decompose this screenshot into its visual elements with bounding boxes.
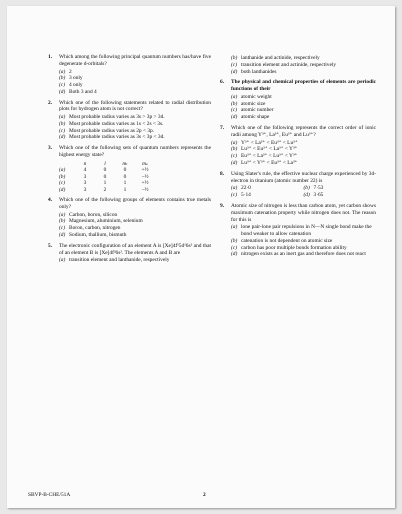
answer-option [231,69,376,76]
answer-option [59,121,211,128]
table-header: l [104,160,106,167]
option-text: Most probable radius varies as 1s < 2s < 3s. [69,120,164,127]
option-label: (b) [231,55,238,61]
exam-page [7,6,395,508]
question [48,100,211,142]
question [220,203,376,258]
answer-option [231,192,304,199]
table-cell: 4 [83,167,87,174]
option-text: 4 only [69,82,83,88]
option-text: Eu³⁺ < La³⁺ < Lu³⁺ < Y³⁺ [241,153,298,160]
option-text: Most probable radius varies as 2p < 3p. [69,127,155,134]
answer-option [304,185,377,192]
answer-option [231,160,376,167]
question [48,243,211,264]
question [220,55,376,75]
answer-option [231,238,376,245]
question-text: Which one of the following represents the correct order of ionic radii among Y³⁺, La³⁺, Eu³⁺ and Lu³⁺? [231,125,376,138]
option-label: (b) [231,100,238,107]
option-label: (a) [59,257,66,264]
option-list [231,224,376,258]
option-label: (c) [231,61,237,68]
option-label: (b) [59,218,66,225]
table-cell: 1 [103,180,107,187]
option-label: (b) [59,120,66,127]
option-text: atomic number [241,107,274,114]
option-label: (c) [231,244,237,251]
answer-option [59,212,211,219]
question-number: 5. [48,242,53,249]
question [48,145,211,193]
option-label: (a) [59,114,66,121]
table-cell: 3 [83,186,87,193]
question-text: Which one of the following groups of elements contains true metals only? [59,197,211,210]
option-text: atomic size [241,100,266,107]
option-text: nitrogen exists as an inert gas and therefore does not react [241,251,366,258]
option-list [59,114,211,141]
table-cell: 0 [123,173,127,180]
paper-code: SBVP-B-CHE/51A [28,492,71,498]
option-label: (d) [59,186,66,193]
question-number: 4. [48,197,53,204]
option-label: (c) [231,192,237,199]
option-label: (d) [59,134,66,141]
answer-option [231,101,376,108]
option-text: Most probable radius varies as 3s > 3p > 3d. [69,114,165,121]
answer-option [59,75,211,82]
answer-option [59,69,211,76]
answer-option [231,55,376,62]
option-list [231,55,376,75]
answer-option [59,89,211,96]
answer-option [231,114,376,121]
question-number: 1. [48,54,53,60]
option-text: Y³⁺ < La³⁺ < Eu³⁺ < Lu³⁺ [241,139,298,146]
option-label: (b) [231,146,238,153]
option-text: atomic shape [241,114,270,121]
table-cell: −½ [141,186,149,193]
option-text: Carbon, boron, silicon [69,211,118,218]
option-label: (a) [231,139,238,146]
option-label: (c) [59,127,65,134]
question [220,79,376,121]
answer-option [59,114,211,121]
table-header: n [83,160,87,167]
question-text: Using Slater's rule, the effective nuclear charge experienced by 3d-electron in titanium (atomic number 22) is [231,170,376,184]
option-label: (d) [59,231,66,238]
option-text: 22·0 [241,185,251,192]
option-text: 3 only [69,75,83,82]
option-text: Lu³⁺ < Y³⁺ < Eu³⁺ < La³⁺ [241,159,298,166]
answer-option [59,134,211,141]
option-list [231,140,376,167]
option-text: Most probable radius varies as 3s < 3p < 3d. [69,134,165,141]
table-cell: 3 [83,180,87,187]
question-number: 9. [220,203,225,209]
option-label: (a) [231,93,238,100]
answer-option [59,128,211,135]
question-number: 6. [220,79,225,86]
option-text: transition element and actinide, respectively [241,61,337,68]
question-number: 2. [48,99,53,106]
option-label: (a) [231,185,238,192]
question-number: 7. [220,125,225,132]
option-text: Both 3 and 4 [69,88,97,95]
table-cell: 3 [83,173,87,180]
option-text: catenation is not dependent on atomic size [241,237,333,244]
option-text: Magnesium, aluminium, selenium [69,218,143,225]
table-cell: 1 [123,186,127,193]
option-text: Lu³⁺ < Eu³⁺ < La³⁺ < Y³⁺ [241,146,298,153]
option-label: (b) [59,75,66,82]
option-label: (b) [303,185,310,192]
answer-option [231,62,376,69]
question-text: Atomic size of nitrogen is less than carbon atom, yet carbon shows maximum catenation property while nitrogen does not. The reason for this is [231,203,376,223]
option-text: 3·65 [313,192,324,199]
table-header: mₛ [142,160,148,167]
question [48,54,211,96]
left-column [48,54,211,268]
option-label: (a) [59,68,66,75]
table-cell: 0 [123,167,127,174]
question [220,125,376,167]
question-number: 8. [220,170,225,177]
option-text: Boron, carbon, nitrogen [69,225,121,232]
question-text: Which one of the following statements related to radial distribution plots for hydrogen atom is not correct? [59,99,211,113]
option-text: carbon has poor multiple bonds formation ability [241,244,347,251]
answer-option [231,94,376,101]
option-label: (a) [59,211,66,218]
option-text: transition element and lanthanide, respectively [69,257,170,264]
option-text: Sodium, thallium, bismuth [69,231,127,238]
answer-option [231,251,376,258]
option-label: (a) [59,167,66,174]
table-header: mₗ [122,160,128,167]
option-label: (b) [59,173,66,180]
table-cell: +½ [141,167,149,174]
answer-option [304,192,377,199]
option-list [59,69,211,96]
option-label: (b) [231,237,238,244]
question-text: Which among the following principal quantum numbers has/have five degenerate d-orbitals? [59,54,211,67]
option-label: (c) [231,153,237,160]
table-cell: +½ [141,180,149,187]
option-text: both lanthanides [241,68,277,75]
option-text: 2 [69,68,72,75]
answer-option [231,107,376,114]
option-label: (c) [59,225,65,232]
question-text: Which one of the following sets of quantum numbers represents the highest energy state? [59,145,211,159]
quantum-number-table [59,161,155,193]
option-label: (d) [231,114,238,121]
table-cell: 0 [103,173,107,180]
option-label: (d) [59,88,66,95]
answer-option [231,153,376,160]
option-label: (d) [231,251,238,258]
table-cell: 0 [103,167,107,174]
page-number: 2 [203,492,206,498]
option-label: (c) [59,180,65,187]
option-text: 5·14 [241,192,251,199]
option-label: (c) [59,82,65,88]
answer-option [231,185,304,192]
option-list [231,185,376,199]
option-label: (c) [231,107,237,114]
answer-option [59,82,211,89]
answer-option [231,224,376,238]
answer-option [59,225,211,232]
option-list [231,94,376,121]
answer-option [59,257,211,264]
option-list [59,257,211,264]
option-label: (d) [231,68,238,75]
option-text: lone pair-lone pair repulsions in N—N single bond make the bond weaker to allow catenation [241,224,372,237]
option-list [59,212,211,239]
option-text: lanthanide and actinide, respectively [241,55,320,61]
question [220,171,376,199]
answer-option [59,232,211,239]
question-text: The physical and chemical properties of elements are periodic functions of their [231,79,376,93]
option-text: 7·53 [313,185,324,192]
right-column [220,54,376,262]
question [48,197,211,239]
question-text: The electronic configuration of an element A is [Xe]4f¹5d¹6s² and that of an element B is [Xe]4f³6s². The elements A and B are [59,242,211,256]
option-text: atomic weight [241,93,272,100]
table-cell: 2 [103,186,107,193]
option-label: (d) [303,192,310,199]
option-label: (d) [231,159,238,166]
table-cell: 1 [123,180,127,187]
answer-option [59,218,211,225]
question-number: 3. [48,145,53,152]
option-label: (a) [231,224,238,231]
table-row [59,187,155,193]
table-cell: −½ [141,173,149,180]
